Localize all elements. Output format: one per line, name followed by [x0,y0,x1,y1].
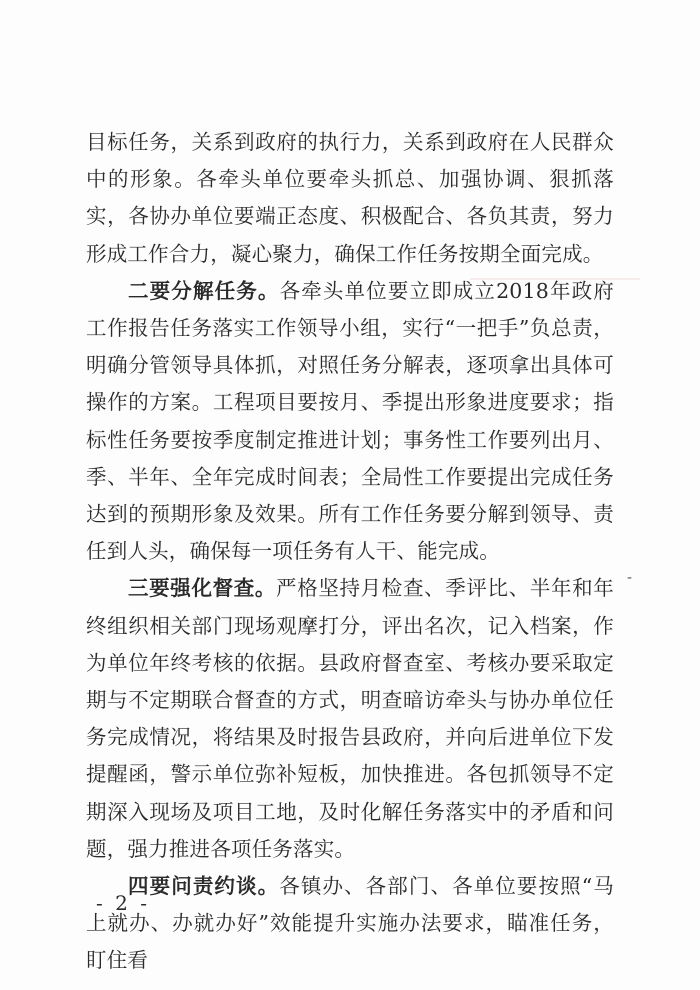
paragraph-4 [86,868,614,980]
body-text [86,124,614,980]
paragraph-1 [86,124,614,273]
paragraph-3 [86,570,614,868]
paragraph-4-text: 各镇办、各部门、各单位要按照“马上就办、办就办好”效能提升实施办法要求，瞄准任务，盯住看 [86,874,614,973]
paragraph-2-heading: 二要分解任务。 [128,278,280,303]
margin-mark: - [627,570,633,586]
paragraph-1-text: 目标任务，关系到政府的执行力，关系到政府在人民群众中的形象。各牵头单位要牵头抓总、加强协调、狠抓落实，各协办单位要端正态度、积极配合、各负其责，努力形成工作合力，凝心聚力，确保工作任务按期全面完成。 [86,130,614,266]
paragraph-4-heading: 四要问责约谈。 [128,874,280,899]
paragraph-3-text: 严格坚持月检查、季评比、半年和年终组织相关部门现场观摩打分，评出名次，记入档案，作为单位年终考核的依据。县政府督查室、考核办要采取定期与不定期联合督查的方式，明查暗访牵头与协办单位任务完成情况，将结果及时报告县政府，并向后进单位下发提醒函，警示单位弥补短板，加快推进。各包抓领导不定期深入现场及项目工地，及时化解任务落实中的矛盾和问题，强力推进各项任务落实。 [86,576,614,861]
page-number: - 2 - [96,891,150,915]
paragraph-3-heading: 三要强化督查。 [128,576,277,601]
paragraph-2 [86,273,614,571]
paragraph-2-text: 各牵头单位要立即成立2018年政府工作报告任务落实工作领导小组，实行“一把手”负总责，明确分管领导具体抓，对照任务分解表，逐项拿出具体可操作的方案。工程项目要按月、季提出形象进度要求；指标性任务要按季度制定推进计划；事务性工作要列出月、季、半年、全年完成时间表；全局性工作要提出完成任务达到的预期形象及效果。所有工作任务要分解到领导、责任到人头，确保每一项任务有人干、能完成。 [86,278,614,564]
